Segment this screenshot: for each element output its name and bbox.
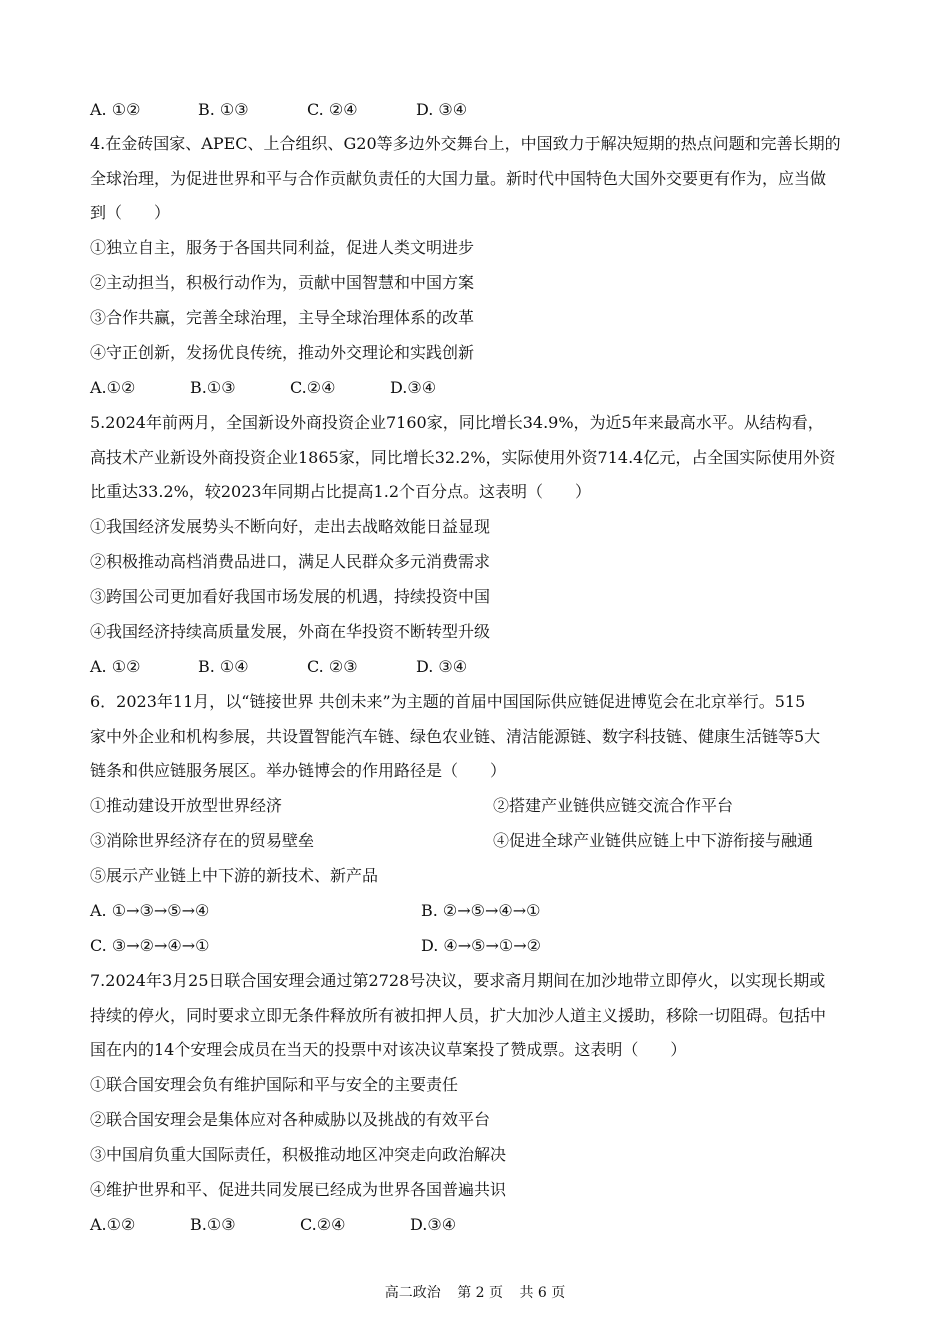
q3-option-a: A. ①②	[90, 100, 141, 119]
page-footer	[0, 1282, 950, 1302]
q6-item: ⑤展示产业链上中下游的新技术、新产品	[90, 866, 379, 885]
q6-item: ①推动建设开放型世界经济	[90, 796, 283, 815]
q7-item: ②联合国安理会是集体应对各种威胁以及挑战的有效平台	[90, 1110, 491, 1129]
q5-stem-line: 比重达33.2%，较2023年同期占比提高1.2个百分点。这表明（ ）	[90, 482, 591, 501]
q6-stem-line: 链条和供应链服务展区。举办链博会的作用路径是（ ）	[90, 761, 507, 780]
q4-stem-line: 到（ ）	[90, 203, 171, 222]
q4-option-b: B.①③	[190, 378, 236, 397]
q5-stem-line: 5.2024年前两月，全国新设外商投资企业7160家，同比增长34.9%，为近5年来最高水平。从结构看，	[90, 413, 824, 432]
q6-option-d: D. ④→⑤→①→②	[421, 936, 542, 955]
q4-option-a: A.①②	[90, 378, 136, 397]
q5-item: ①我国经济发展势头不断向好，走出去战略效能日益显现	[90, 517, 491, 536]
q5-option-b: B. ①④	[198, 657, 249, 676]
footer-page-number: 第 2 页	[457, 1285, 503, 1301]
q6-option-a: A. ①→③→⑤→④	[90, 901, 210, 920]
q4-item: ③合作共赢，完善全球治理，主导全球治理体系的改革	[90, 308, 475, 327]
q7-option-c: C.②④	[300, 1215, 346, 1234]
q7-option-b: B.①③	[190, 1215, 236, 1234]
q5-option-c: C. ②③	[307, 657, 358, 676]
q5-item: ②积极推动高档消费品进口，满足人民群众多元消费需求	[90, 552, 491, 571]
q3-option-c: C. ②④	[307, 100, 358, 119]
q4-option-d: D.③④	[390, 378, 437, 397]
q5-item: ④我国经济持续高质量发展，外商在华投资不断转型升级	[90, 622, 491, 641]
q5-item: ③跨国公司更加看好我国市场发展的机遇，持续投资中国	[90, 587, 491, 606]
q6-item: ②搭建产业链供应链交流合作平台	[493, 796, 734, 815]
q7-item: ③中国肩负重大国际责任，积极推动地区冲突走向政治解决	[90, 1145, 507, 1164]
q7-stem-line: 持续的停火，同时要求立即无条件释放所有被扣押人员，扩大加沙人道主义援助，移除一切阻碍。包括中	[90, 1006, 827, 1025]
q6-option-c: C. ③→②→④→①	[90, 936, 210, 955]
q6-stem-line: 6．2023年11月，以“链接世界 共创未来”为主题的首届中国国际供应链促进博览会在北京举行。515	[90, 692, 806, 711]
q7-stem-line: 国在内的14个安理会成员在当天的投票中对该决议草案投了赞成票。这表明（ ）	[90, 1040, 687, 1059]
q5-stem-line: 高技术产业新设外商投资企业1865家，同比增长32.2%，实际使用外资714.4亿元，占全国实际使用外资	[90, 448, 836, 467]
q4-option-c: C.②④	[290, 378, 336, 397]
q6-option-b: B. ②→⑤→④→①	[421, 901, 541, 920]
q4-stem-line: 4.在金砖国家、APEC、上合组织、G20等多边外交舞台上，中国致力于解决短期的热点问题和完善长期的	[90, 134, 841, 153]
footer-total-pages: 共 6 页	[519, 1285, 566, 1301]
q3-option-d: D. ③④	[416, 100, 468, 119]
q7-stem-line: 7.2024年3月25日联合国安理会通过第2728号决议，要求斋月期间在加沙地带立即停火，以实现长期或	[90, 971, 826, 990]
q7-item: ④维护世界和平、促进共同发展已经成为世界各国普遍共识	[90, 1180, 507, 1199]
q6-item: ④促进全球产业链供应链上中下游衔接与融通	[493, 831, 814, 850]
q6-stem-line: 家中外企业和机构参展，共设置智能汽车链、绿色农业链、清洁能源链、数字科技链、健康生活链等5大	[90, 727, 821, 746]
q6-item: ③消除世界经济存在的贸易壁垒	[90, 831, 315, 850]
q4-stem-line: 全球治理，为促进世界和平与合作贡献负责任的大国力量。新时代中国特色大国外交要更有作为，应当做	[90, 169, 827, 188]
q3-option-b: B. ①③	[198, 100, 249, 119]
q7-option-d: D.③④	[410, 1215, 457, 1234]
q4-item: ②主动担当，积极行动作为，贡献中国智慧和中国方案	[90, 273, 475, 292]
q5-option-d: D. ③④	[416, 657, 468, 676]
q4-item: ④守正创新，发扬优良传统，推动外交理论和实践创新	[90, 343, 475, 362]
q5-option-a: A. ①②	[90, 657, 141, 676]
q7-item: ①联合国安理会负有维护国际和平与安全的主要责任	[90, 1075, 459, 1094]
q4-item: ①独立自主，服务于各国共同利益，促进人类文明进步	[90, 238, 475, 257]
q7-option-a: A.①②	[90, 1215, 136, 1234]
footer-subject: 高二政治	[384, 1285, 441, 1301]
